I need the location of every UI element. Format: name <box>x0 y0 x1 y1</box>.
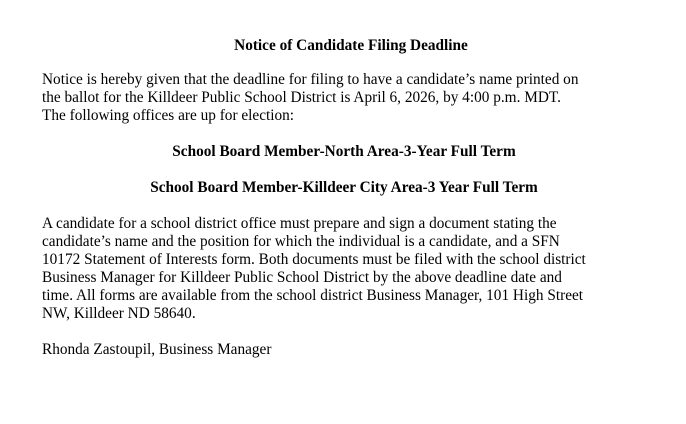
notice-title: Notice of Candidate Filing Deadline <box>234 37 468 54</box>
requirements-line: NW, Killdeer ND 58640. <box>42 305 196 322</box>
signature-line: Rhonda Zastoupil, Business Manager <box>42 341 272 358</box>
requirements-line: Business Manager for Killdeer Public School District by the above deadline date and <box>42 269 562 286</box>
office-killdeer-city-area: School Board Member-Killdeer City Area-3 Year Full Term <box>150 179 538 196</box>
requirements-paragraph <box>42 215 642 323</box>
requirements-line: 10172 Statement of Interests form. Both documents must be filed with the school district <box>42 251 586 268</box>
notice-document <box>42 37 642 359</box>
requirements-line: candidate’s name and the position for which the individual is a candidate, and a SFN <box>42 233 560 250</box>
intro-line: the ballot for the Killdeer Public School District is April 6, 2026, by 4:00 p.m. MDT. <box>42 89 561 106</box>
requirements-line: time. All forms are available from the school district Business Manager, 101 High Street <box>42 287 584 304</box>
office-north-area: School Board Member-North Area-3-Year Full Term <box>172 143 516 160</box>
intro-paragraph <box>42 71 642 125</box>
intro-line: Notice is hereby given that the deadline for filing to have a candidate’s name printed on <box>42 71 579 88</box>
requirements-line: A candidate for a school district office must prepare and sign a document stating the <box>42 215 557 232</box>
intro-line: The following offices are up for election: <box>42 107 295 124</box>
